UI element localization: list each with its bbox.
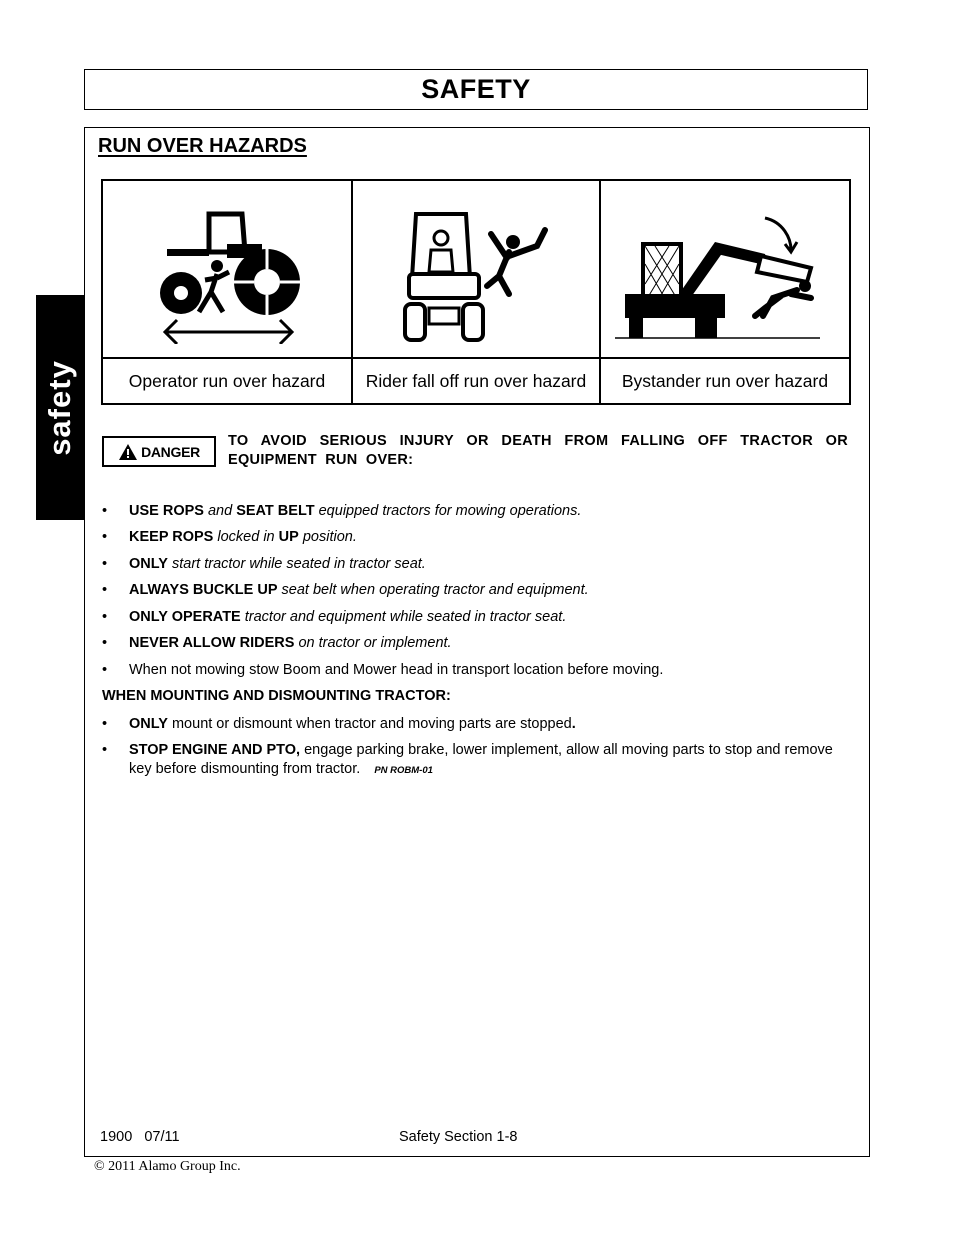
bullet-plain-text: When not mowing stow Boom and Mower head in transport location before moving. bbox=[129, 662, 664, 678]
danger-label: DANGER bbox=[141, 443, 200, 460]
operator-run-over-icon bbox=[147, 194, 307, 344]
bullet-italic-text: seat belt when operating tractor and equipment. bbox=[277, 582, 589, 598]
bullet-plain-text: engage parking brake, lower implement, allow all moving parts to stop and remove key before dismounting from tractor. bbox=[129, 742, 833, 777]
bullet-italic-text: on tractor or implement. bbox=[294, 635, 452, 651]
footer-model-date: 1900 07/11 bbox=[100, 1129, 180, 1145]
hazard-caption-operator: Operator run over hazard bbox=[103, 359, 353, 403]
section-title: RUN OVER HAZARDS bbox=[98, 135, 307, 157]
bullet-plain-text: mount or dismount when tractor and moving parts are stopped bbox=[167, 716, 572, 732]
bullet-italic-text: tractor and equipment while seated in tractor seat. bbox=[240, 609, 567, 625]
copyright: © 2011 Alamo Group Inc. bbox=[94, 1159, 241, 1174]
bystander-run-over-illustration bbox=[601, 181, 849, 359]
operator-run-over-illustration bbox=[103, 181, 353, 359]
bullet-bold-text: USE ROPS bbox=[129, 503, 204, 519]
danger-badge bbox=[102, 436, 216, 467]
side-tab-label: safety bbox=[42, 359, 78, 456]
bullet-bold-text: STOP ENGINE AND PTO, bbox=[129, 742, 301, 758]
bullet-bold-text: . bbox=[571, 716, 576, 732]
bullet-italic-text: equipped tractors for mowing operations. bbox=[314, 503, 582, 519]
hazard-caption-bystander: Bystander run over hazard bbox=[621, 370, 829, 391]
bullet-bold-text: NEVER ALLOW RIDERS bbox=[129, 635, 295, 651]
danger-message: TO AVOID SERIOUS INJURY OR DEATH FROM FALLING OFF TRACTOR OR EQUIPMENT RUN OVER: bbox=[228, 433, 848, 468]
bullet-italic-text: start tractor while seated in tractor seat. bbox=[167, 556, 426, 572]
mounting-heading: WHEN MOUNTING AND DISMOUNTING TRACTOR: bbox=[102, 688, 451, 704]
bystander-run-over-icon bbox=[615, 194, 835, 344]
rider-fall-off-illustration bbox=[353, 181, 601, 359]
bullet-bold-text: ONLY bbox=[129, 716, 168, 732]
bullet-italic-text: locked in bbox=[213, 529, 279, 545]
bullet-bold-text: ONLY OPERATE bbox=[129, 609, 241, 625]
page-header bbox=[84, 69, 868, 110]
bullet-italic-text: and bbox=[203, 503, 237, 519]
bullet-bold-text: ALWAYS BUCKLE UP bbox=[129, 582, 278, 598]
part-number: PN ROBM-01 bbox=[374, 765, 433, 776]
hazard-caption-rider: Rider fall off run over hazard bbox=[353, 359, 601, 403]
hazard-illustration-table bbox=[101, 179, 851, 405]
page-title: SAFETY bbox=[421, 74, 531, 104]
bullet-bold-text: SEAT BELT bbox=[236, 503, 315, 519]
footer-page-number: Safety Section 1-8 bbox=[399, 1129, 518, 1145]
bullet-bold-text: KEEP ROPS bbox=[129, 529, 214, 545]
bullet-bold-text: UP bbox=[278, 529, 299, 545]
section-side-tab bbox=[36, 295, 84, 520]
bullet-bold-text: ONLY bbox=[129, 556, 168, 572]
rider-fall-off-icon bbox=[391, 194, 561, 344]
warning-triangle-icon bbox=[118, 443, 138, 461]
bullet-italic-text: position. bbox=[298, 529, 357, 545]
